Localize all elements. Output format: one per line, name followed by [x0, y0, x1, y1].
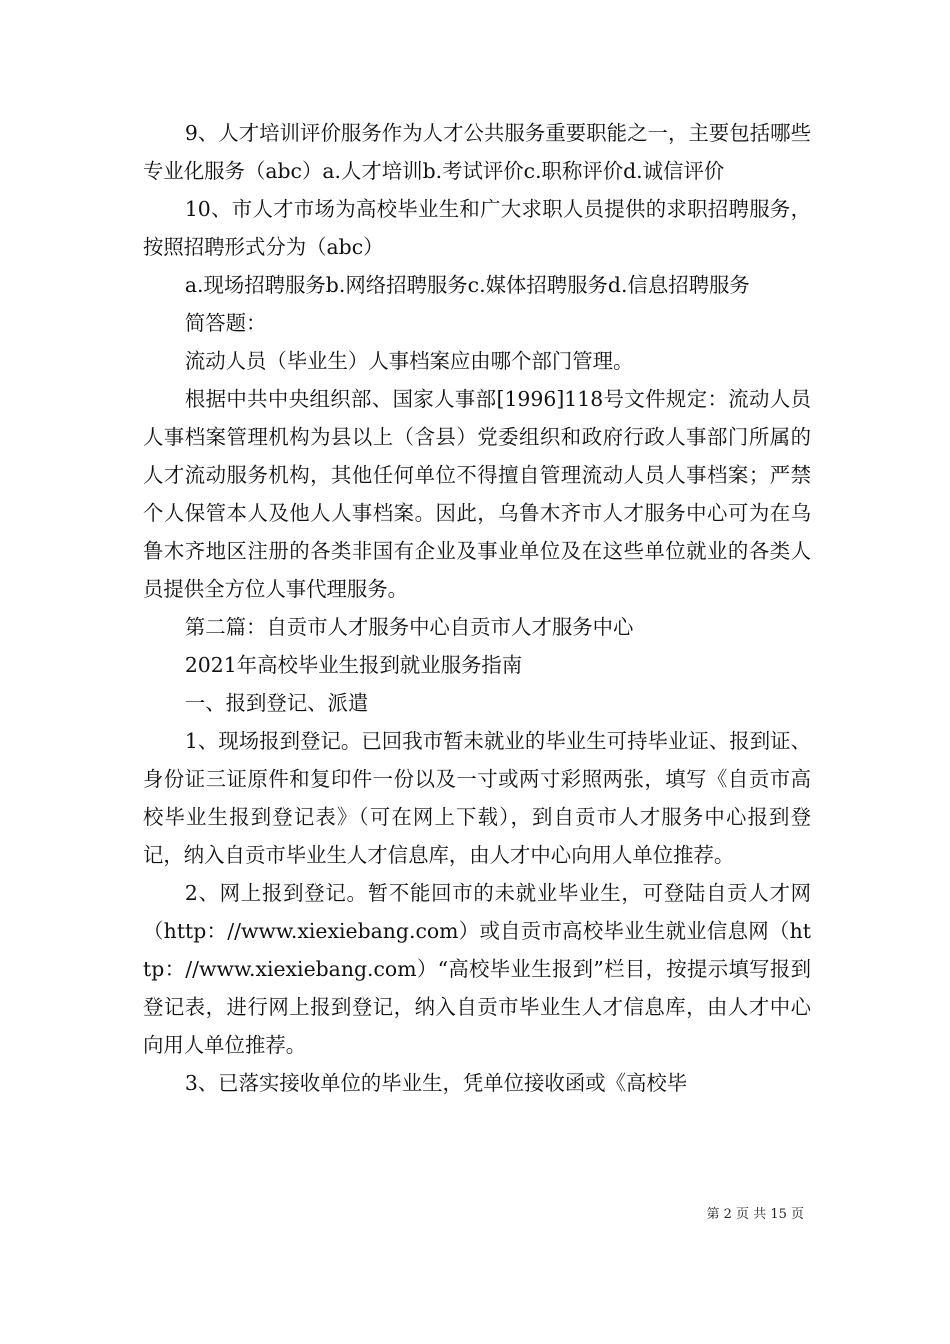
guide-item-1: 1、现场报到登记。已回我市暂未就业的毕业生可持毕业证、报到证、身份证三证原件和复印件一份以及一寸或两寸彩照两张，填写《自贡市高校毕业生报到登记表》（可在网上下载），到自贡市人才服务中心报到登记，纳入自贡市毕业生人才信息库，由人才中心向用人单位推荐。	[143, 729, 811, 867]
guide-item-2: 2、网上报到登记。暂不能回市的未就业毕业生，可登陆自贡人才网（http：//www.xiexiebang.com）或自贡市高校毕业生就业信息网（http：//www.xiexiebang.com）“高校毕业生报到”栏目，按提示填写报到登记表，进行网上报到登记，纳入自贡市毕业生人才信息库，由人才中心向用人单位推荐。	[143, 881, 811, 1057]
guide-item-3: 3、已落实接收单位的毕业生，凭单位接收函或《高校毕	[184, 1071, 688, 1095]
short-answer-answer: 根据中共中央组织部、国家人事部[1996]118号文件规定：流动人员人事档案管理机构为县以上（含县）党委组织和政府行政人事部门所属的人才流动服务机构，其他任何单位不得擅自管理流动人员人事档案；严禁个人保管本人及他人人事档案。因此，乌鲁木齐市人才服务中心可为在乌鲁木齐地区注册的各类非国有企业及事业单位及在这些单位就业的各类人员提供全方位人事代理服务。	[143, 387, 811, 601]
question-10-options: a.现场招聘服务b.网络招聘服务c.媒体招聘服务d.信息招聘服务	[184, 273, 750, 297]
short-answer-heading: 简答题：	[184, 311, 267, 335]
guide-title: 2021年高校毕业生报到就业服务指南	[184, 653, 523, 677]
question-9: 9、人才培训评价服务作为人才公共服务重要职能之一，主要包括哪些专业化服务（abc）a.人才培训b.考试评价c.职称评价d.诚信评价	[143, 121, 811, 183]
part-2-title: 第二篇：自贡市人才服务中心自贡市人才服务中心	[184, 615, 634, 639]
short-answer-question: 流动人员（毕业生）人事档案应由哪个部门管理。	[184, 349, 634, 373]
question-10: 10、市人才市场为高校毕业生和广大求职人员提供的求职招聘服务，按照招聘形式分为（abc）	[143, 197, 811, 259]
document-body	[143, 114, 811, 1102]
page-number-footer: 第 2 页 共 15 页	[706, 1207, 804, 1222]
section-heading-1: 一、报到登记、派遣	[184, 691, 369, 715]
